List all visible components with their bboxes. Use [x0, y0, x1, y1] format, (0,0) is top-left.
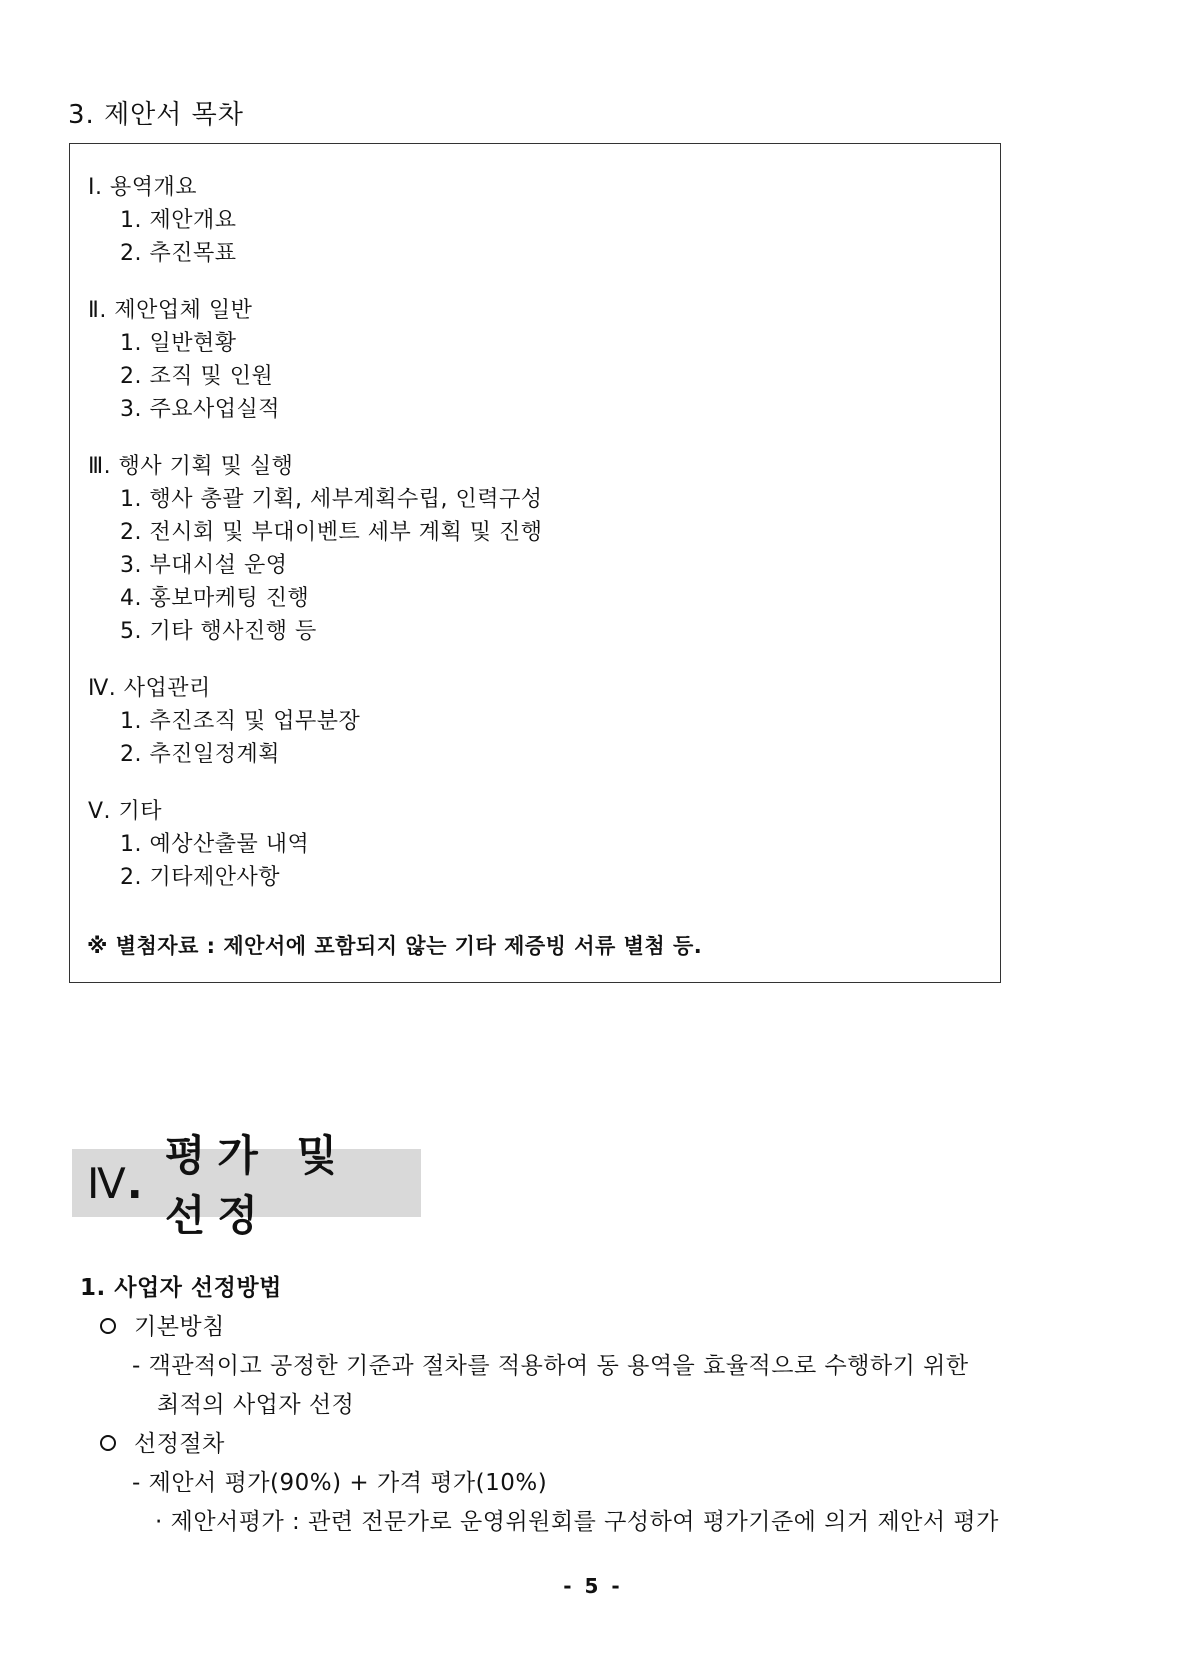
toc-chapter-title: Ⅲ. 행사 기획 및 실행	[88, 454, 294, 479]
procedure-line: · 제안서평가 : 관련 전문가로 운영위원회를 구성하여 평가기준에 의거 제안서 평가	[155, 1509, 999, 1535]
toc-item: 1. 제안개요	[120, 208, 237, 233]
circle-bullet-icon	[100, 1435, 116, 1451]
basic-policy-heading	[100, 1312, 225, 1342]
procedure-line: - 제안서 평가(90%) + 가격 평가(10%)	[132, 1470, 548, 1496]
toc-chapter-title: Ⅳ. 사업관리	[88, 676, 211, 701]
basic-policy-label: 기본방침	[134, 1314, 225, 1340]
toc-attachment-note: ※ 별첨자료 : 제안서에 포함되지 않는 기타 제증빙 서류 별첨 등.	[87, 934, 703, 958]
toc-item: 1. 예상산출물 내역	[120, 832, 310, 857]
chapter-numeral: Ⅳ	[87, 1158, 127, 1208]
toc-item: 2. 추진목표	[120, 241, 237, 266]
toc-chapter-title: Ⅱ. 제안업체 일반	[88, 298, 253, 323]
toc-item: 3. 주요사업실적	[120, 397, 280, 422]
table-of-contents-box	[69, 143, 1001, 983]
circle-bullet-icon	[100, 1318, 116, 1334]
basic-policy-line: - 객관적이고 공정한 기준과 절차를 적용하여 동 용역을 효율적으로 수행하기 위한	[132, 1353, 969, 1379]
page-number: - 5 -	[563, 1574, 623, 1598]
procedure-label: 선정절차	[134, 1431, 225, 1457]
toc-item: 2. 전시회 및 부대이벤트 세부 계획 및 진행	[120, 520, 543, 545]
toc-item: 2. 조직 및 인원	[120, 364, 274, 389]
subsection-title: 1. 사업자 선정방법	[80, 1275, 282, 1301]
chapter-banner	[72, 1131, 421, 1240]
toc-item: 1. 행사 총괄 기획, 세부계획수립, 인력구성	[120, 487, 543, 512]
toc-item: 5. 기타 행사진행 등	[120, 619, 317, 644]
toc-item: 1. 추진조직 및 업무분장	[120, 709, 361, 734]
toc-item: 3. 부대시설 운영	[120, 553, 288, 578]
toc-item: 4. 홍보마케팅 진행	[120, 586, 310, 611]
toc-item: 1. 일반현황	[120, 331, 237, 356]
chapter-title: 평가 및 선정	[164, 1131, 350, 1240]
chapter-dot: .	[126, 1158, 143, 1208]
basic-policy-line: 최적의 사업자 선정	[157, 1392, 355, 1418]
toc-chapter-title: Ⅰ. 용역개요	[88, 175, 197, 200]
toc-item: 2. 추진일정계획	[120, 742, 280, 767]
toc-chapter-title: Ⅴ. 기타	[88, 799, 163, 824]
procedure-heading	[100, 1429, 225, 1459]
toc-item: 2. 기타제안사항	[120, 865, 280, 890]
section-heading: 3. 제안서 목차	[68, 100, 244, 130]
